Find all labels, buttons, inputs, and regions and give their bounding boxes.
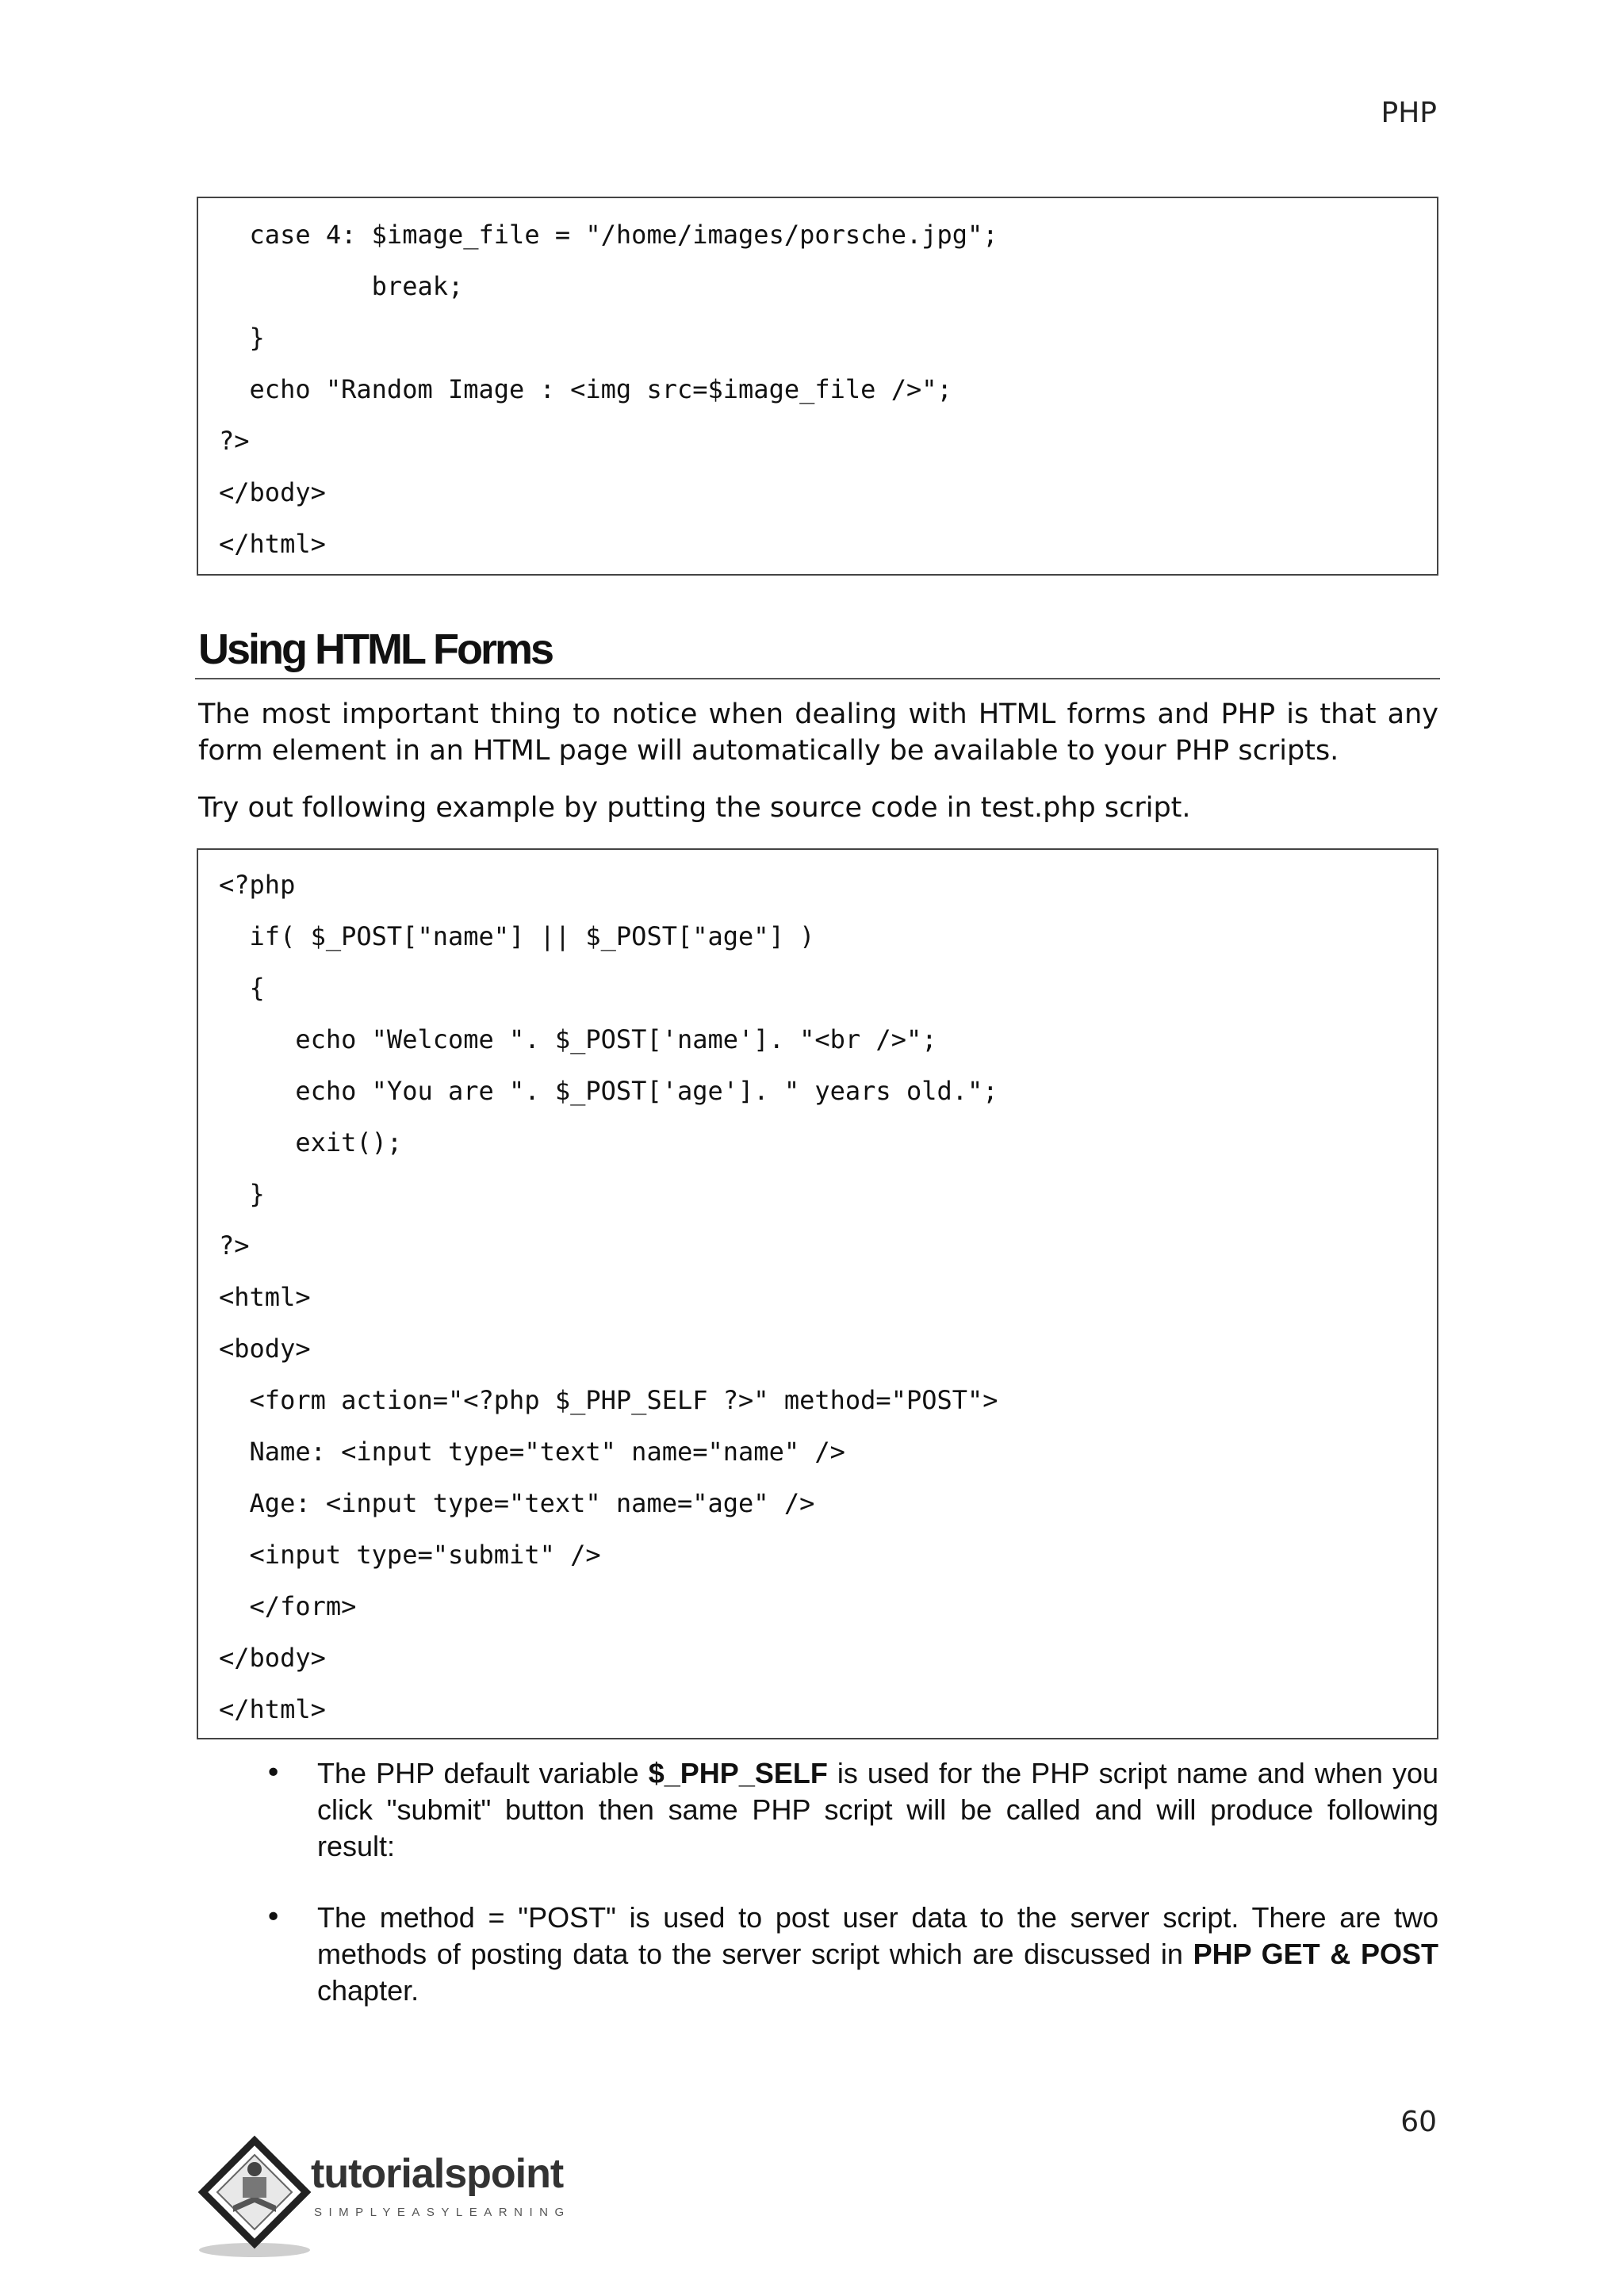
code-line: } bbox=[219, 323, 265, 353]
bullet-text-before: The PHP default variable bbox=[317, 1757, 649, 1789]
bullet-text-after: chapter. bbox=[317, 1974, 419, 2007]
code-line: Age: <input type="text" name="age" /> bbox=[219, 1488, 815, 1518]
code-line: break; bbox=[219, 271, 464, 301]
logo-wordmark: tutorialspoint bbox=[311, 2151, 564, 2197]
code-line: exit(); bbox=[219, 1127, 403, 1158]
code-line: Name: <input type="text" name="name" /> bbox=[219, 1437, 845, 1467]
code-line: if( $_POST["name"] || $_POST["age"] ) bbox=[219, 921, 815, 951]
bullet-item bbox=[317, 1755, 1438, 1865]
code-line: echo "You are ". $_POST['age']. " years old."; bbox=[219, 1076, 998, 1106]
bullet-dot-icon: • bbox=[265, 1757, 282, 1789]
page-number: 60 bbox=[1400, 2106, 1437, 2138]
bullet-item bbox=[317, 1900, 1438, 2009]
code-block-2 bbox=[197, 848, 1438, 1739]
tutorialspoint-logo bbox=[195, 2133, 607, 2260]
code-line: </body> bbox=[219, 1643, 326, 1673]
code-line: } bbox=[219, 1179, 265, 1209]
instruction-paragraph: Try out following example by putting the source code in test.php script. bbox=[198, 792, 1191, 824]
code-line: echo "Welcome ". $_POST['name']. "<br />"; bbox=[219, 1024, 937, 1054]
title-divider bbox=[195, 678, 1440, 679]
code-block-1 bbox=[197, 197, 1438, 576]
bullet-text-bold: $_PHP_SELF bbox=[648, 1757, 828, 1789]
section-title: Using HTML Forms bbox=[198, 626, 553, 673]
logo-tagline: SIMPLYEASYLEARNING bbox=[314, 2206, 571, 2219]
code-line: case 4: $image_file = "/home/images/porsche.jpg"; bbox=[219, 220, 998, 250]
code-line: </html> bbox=[219, 529, 326, 559]
code-line: <input type="submit" /> bbox=[219, 1540, 601, 1570]
bullet-text-bold: PHP GET & POST bbox=[1193, 1938, 1438, 1970]
bullet-text-after: is used for the PHP script name and when you click "submit" button then same PHP script will be called and will produce following result: bbox=[317, 1757, 1438, 1862]
page-header-label: PHP bbox=[1381, 97, 1437, 129]
code-line: <body> bbox=[219, 1334, 311, 1364]
bullet-text-before: The method = "POST" is used to post user data to the server script. There are two methods of posting data to the server script which are discussed in bbox=[317, 1901, 1438, 1970]
logo-diamond-icon bbox=[195, 2133, 314, 2260]
intro-paragraph: The most important thing to notice when dealing with HTML forms and PHP is that any form element in an HTML page will automatically be available to your PHP scripts. bbox=[198, 698, 1438, 767]
code-line: <html> bbox=[219, 1282, 311, 1312]
code-line: </html> bbox=[219, 1694, 326, 1724]
code-line: echo "Random Image : <img src=$image_file />"; bbox=[219, 374, 952, 404]
code-line: </form> bbox=[219, 1591, 357, 1621]
code-line: <?php bbox=[219, 870, 296, 900]
code-line: ?> bbox=[219, 1230, 250, 1261]
code-line: </body> bbox=[219, 477, 326, 507]
code-line: ?> bbox=[219, 426, 250, 456]
code-line: <form action="<?php $_PHP_SELF ?>" method="POST"> bbox=[219, 1385, 998, 1415]
code-line: { bbox=[219, 973, 265, 1003]
bullet-dot-icon: • bbox=[265, 1901, 282, 1934]
